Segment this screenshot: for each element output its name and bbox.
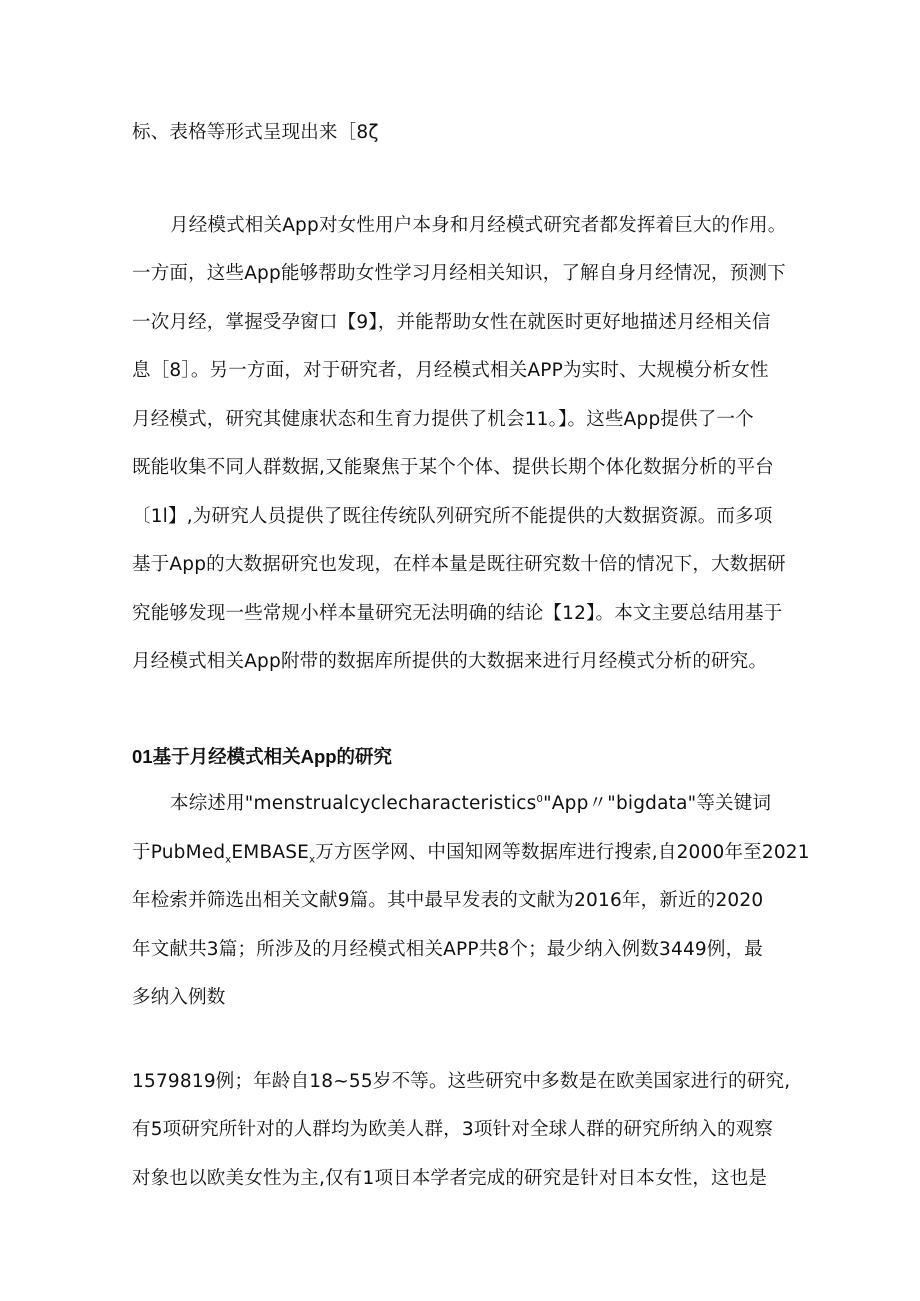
text-run: "App〃"bigdata"等关键词 bbox=[543, 793, 772, 814]
subscript: x bbox=[309, 854, 316, 866]
text-run: 万方医学网、中国知网等数据库进行搜索,自2000年至2021 bbox=[315, 842, 810, 863]
paragraph-line: 有5项研究所针对的人群均为欧美人群，3项针对全球人群的研究所纳入的观察 bbox=[132, 1119, 774, 1140]
paragraph-line: 月经模式，研究其健康状态和生育力提供了机会11。】。这些App提供了一个 bbox=[132, 409, 754, 430]
text-run: 本综述用"menstrualcyclecharacteristics bbox=[170, 793, 537, 814]
paragraph-line: 多纳入例数 bbox=[132, 987, 226, 1008]
text-run: 于PubMed bbox=[132, 842, 226, 863]
subscript: x bbox=[225, 854, 232, 866]
paragraph-line bbox=[170, 791, 771, 817]
superscript: 0 bbox=[536, 793, 544, 805]
paragraph-line: 月经模式相关App附带的数据库所提供的大数据来进行月经模式分析的研究。 bbox=[132, 651, 768, 672]
section-heading: 01基于月经模式相关App的研究 bbox=[132, 746, 393, 767]
paragraph-line: 年文献共3篇；所涉及的月经模式相关APP共8个；最少纳入例数3449例，最 bbox=[132, 939, 763, 960]
paragraph-line: 月经模式相关App对女性用户本身和月经模式研究者都发挥着巨大的作用。 bbox=[170, 215, 787, 236]
paragraph-line: 年检索并筛选出相关文献9篇。其中最早发表的文献为2016年，新近的2020 bbox=[132, 890, 764, 911]
paragraph-line bbox=[132, 840, 810, 866]
paragraph-line: 一次月经，掌握受孕窗口【9】，并能帮助女性在就医时更好地描述月经相关信 bbox=[132, 312, 771, 333]
paragraph-line: 一方面，这些App能够帮助女性学习月经相关知识，了解自身月经情况，预测下 bbox=[132, 263, 786, 284]
paragraph-line: 对象也以欧美女性为主,仅有1项日本学者完成的研究是针对日本女性，这也是 bbox=[132, 1168, 768, 1189]
paragraph-line: 〔1l】,为研究人员提供了既往传统队列研究所不能提供的大数据资源。而多项 bbox=[132, 506, 773, 527]
paragraph-line: 既能收集不同人群数据,又能聚焦于某个个体、提供长期个体化数据分析的平台 bbox=[132, 457, 774, 478]
paragraph-line: 息［8］。另一方面，对于研究者，月经模式相关APP为实时、大规模分析女性 bbox=[132, 360, 769, 381]
paragraph-line: 究能够发现一些常规小样本量研究无法明确的结论【12】。本文主要总结用基于 bbox=[132, 603, 783, 624]
paragraph-line: 1579819例；年龄自18~55岁不等。这些研究中多数是在欧美国家进行的研究, bbox=[132, 1071, 791, 1092]
paragraph-line: 基于App的大数据研究也发现，在样本量是既往研究数十倍的情况下，大数据研 bbox=[132, 554, 786, 575]
paragraph-line: 标、表格等形式呈现出来［8ζ bbox=[132, 122, 379, 143]
text-run: EMBASE bbox=[231, 842, 310, 863]
